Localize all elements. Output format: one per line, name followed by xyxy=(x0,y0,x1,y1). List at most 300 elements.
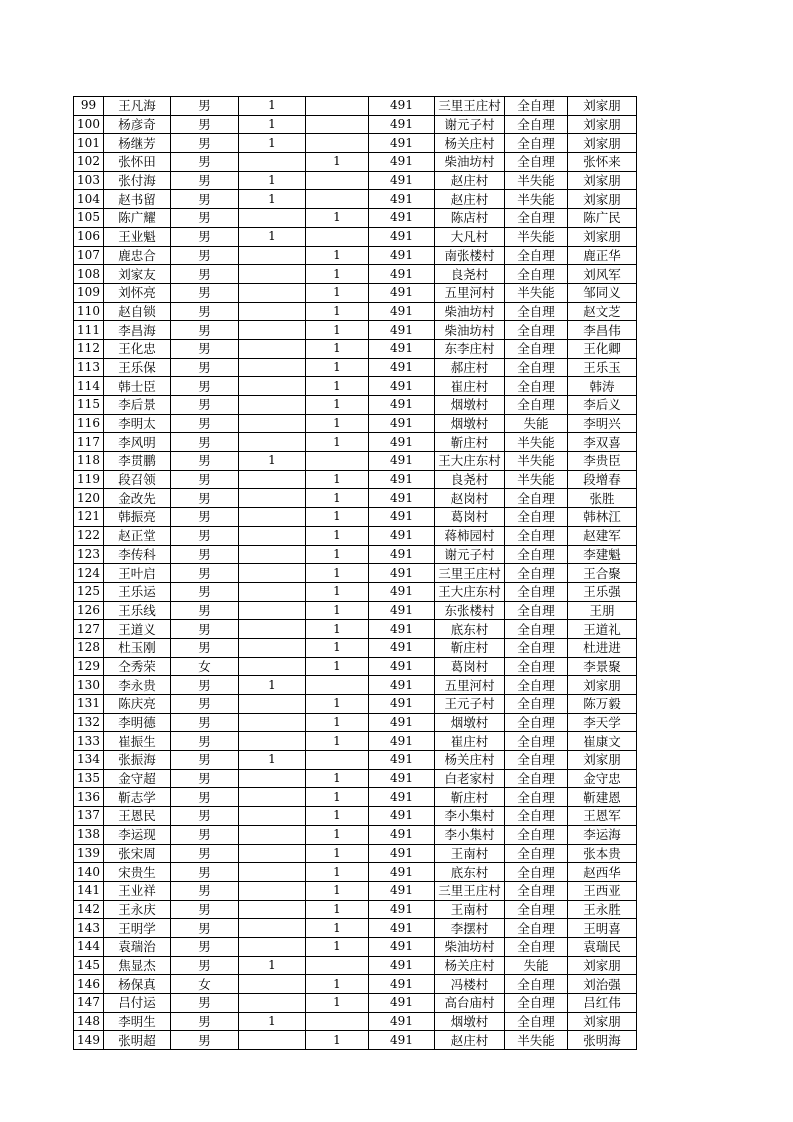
payee-cell: 鹿正华 xyxy=(568,246,637,265)
row-number: 135 xyxy=(74,769,104,788)
count-col-1 xyxy=(239,526,306,545)
count-col-2: 1 xyxy=(306,545,369,564)
care-status-cell: 半失能 xyxy=(505,283,568,302)
amount-cell: 491 xyxy=(369,246,435,265)
row-number: 104 xyxy=(74,190,104,209)
row-number: 134 xyxy=(74,751,104,770)
village-cell: 三里王庄村 xyxy=(435,97,505,116)
person-name: 张付海 xyxy=(104,171,171,190)
table-row xyxy=(74,414,637,433)
care-status-cell: 全自理 xyxy=(505,788,568,807)
count-col-2: 1 xyxy=(306,582,369,601)
village-cell: 良尧村 xyxy=(435,265,505,284)
row-number: 149 xyxy=(74,1031,104,1050)
amount-cell: 491 xyxy=(369,1012,435,1031)
count-col-2: 1 xyxy=(306,601,369,620)
village-cell: 王大庄东村 xyxy=(435,452,505,471)
care-status-cell: 全自理 xyxy=(505,508,568,527)
payee-cell: 刘家朋 xyxy=(568,134,637,153)
row-number: 131 xyxy=(74,695,104,714)
amount-cell: 491 xyxy=(369,919,435,938)
amount-cell: 491 xyxy=(369,283,435,302)
care-status-cell: 半失能 xyxy=(505,171,568,190)
person-name: 陈庆亮 xyxy=(104,695,171,714)
amount-cell: 491 xyxy=(369,881,435,900)
count-col-2 xyxy=(306,956,369,975)
person-name: 张振海 xyxy=(104,751,171,770)
payee-cell: 李建魁 xyxy=(568,545,637,564)
village-cell: 良尧村 xyxy=(435,470,505,489)
count-col-1 xyxy=(239,863,306,882)
person-name: 金改先 xyxy=(104,489,171,508)
payee-cell: 李运海 xyxy=(568,825,637,844)
row-number: 141 xyxy=(74,881,104,900)
payee-cell: 杜进进 xyxy=(568,638,637,657)
payee-cell: 王合聚 xyxy=(568,564,637,583)
count-col-2 xyxy=(306,227,369,246)
payee-cell: 刘治强 xyxy=(568,975,637,994)
gender-cell: 男 xyxy=(171,171,239,190)
row-number: 113 xyxy=(74,358,104,377)
village-cell: 郝庄村 xyxy=(435,358,505,377)
row-number: 103 xyxy=(74,171,104,190)
care-status-cell: 全自理 xyxy=(505,937,568,956)
row-number: 143 xyxy=(74,919,104,938)
count-col-1 xyxy=(239,695,306,714)
gender-cell: 男 xyxy=(171,433,239,452)
village-cell: 李小集村 xyxy=(435,807,505,826)
amount-cell: 491 xyxy=(369,657,435,676)
row-number: 136 xyxy=(74,788,104,807)
gender-cell: 男 xyxy=(171,452,239,471)
village-cell: 三里王庄村 xyxy=(435,564,505,583)
payee-cell: 王永胜 xyxy=(568,900,637,919)
payee-cell: 李贵臣 xyxy=(568,452,637,471)
person-name: 杨保真 xyxy=(104,975,171,994)
table-row xyxy=(74,452,637,471)
village-cell: 崔庄村 xyxy=(435,732,505,751)
count-col-2: 1 xyxy=(306,564,369,583)
table-row xyxy=(74,881,637,900)
count-col-2: 1 xyxy=(306,377,369,396)
count-col-2 xyxy=(306,190,369,209)
table-row xyxy=(74,358,637,377)
payee-cell: 赵建军 xyxy=(568,526,637,545)
person-name: 杜玉刚 xyxy=(104,638,171,657)
count-col-1 xyxy=(239,937,306,956)
payee-cell: 张胜 xyxy=(568,489,637,508)
person-name: 刘家友 xyxy=(104,265,171,284)
count-col-1 xyxy=(239,582,306,601)
amount-cell: 491 xyxy=(369,1031,435,1050)
village-cell: 白老家村 xyxy=(435,769,505,788)
payee-cell: 李昌伟 xyxy=(568,321,637,340)
person-name: 陈广耀 xyxy=(104,209,171,228)
row-number: 147 xyxy=(74,994,104,1013)
person-name: 赵正堂 xyxy=(104,526,171,545)
village-cell: 赵庄村 xyxy=(435,171,505,190)
table-row xyxy=(74,470,637,489)
row-number: 137 xyxy=(74,807,104,826)
payee-cell: 李天学 xyxy=(568,713,637,732)
payee-cell: 刘家朋 xyxy=(568,190,637,209)
person-name: 张怀田 xyxy=(104,153,171,172)
roster-table xyxy=(73,96,637,1050)
count-col-2 xyxy=(306,115,369,134)
care-status-cell: 全自理 xyxy=(505,246,568,265)
care-status-cell: 全自理 xyxy=(505,209,568,228)
table-row xyxy=(74,713,637,732)
village-cell: 赵岗村 xyxy=(435,489,505,508)
row-number: 123 xyxy=(74,545,104,564)
amount-cell: 491 xyxy=(369,638,435,657)
gender-cell: 男 xyxy=(171,508,239,527)
amount-cell: 491 xyxy=(369,265,435,284)
row-number: 109 xyxy=(74,283,104,302)
care-status-cell: 全自理 xyxy=(505,582,568,601)
village-cell: 王南村 xyxy=(435,900,505,919)
count-col-2: 1 xyxy=(306,265,369,284)
count-col-1 xyxy=(239,807,306,826)
table-row xyxy=(74,1012,637,1031)
count-col-1 xyxy=(239,489,306,508)
table-row xyxy=(74,695,637,714)
payee-cell: 刘家朋 xyxy=(568,956,637,975)
village-cell: 烟墩村 xyxy=(435,713,505,732)
row-number: 101 xyxy=(74,134,104,153)
amount-cell: 491 xyxy=(369,171,435,190)
count-col-2: 1 xyxy=(306,489,369,508)
count-col-1 xyxy=(239,153,306,172)
amount-cell: 491 xyxy=(369,713,435,732)
amount-cell: 491 xyxy=(369,470,435,489)
amount-cell: 491 xyxy=(369,769,435,788)
count-col-1: 1 xyxy=(239,227,306,246)
person-name: 吕付运 xyxy=(104,994,171,1013)
village-cell: 烟墩村 xyxy=(435,1012,505,1031)
table-row xyxy=(74,433,637,452)
village-cell: 五里河村 xyxy=(435,676,505,695)
table-row xyxy=(74,1031,637,1050)
count-col-2: 1 xyxy=(306,788,369,807)
gender-cell: 男 xyxy=(171,582,239,601)
row-number: 138 xyxy=(74,825,104,844)
gender-cell: 男 xyxy=(171,358,239,377)
village-cell: 杨关庄村 xyxy=(435,956,505,975)
amount-cell: 491 xyxy=(369,695,435,714)
amount-cell: 491 xyxy=(369,209,435,228)
payee-cell: 王明喜 xyxy=(568,919,637,938)
gender-cell: 男 xyxy=(171,638,239,657)
table-row xyxy=(74,377,637,396)
person-name: 李永贵 xyxy=(104,676,171,695)
payee-cell: 崔康文 xyxy=(568,732,637,751)
gender-cell: 男 xyxy=(171,919,239,938)
person-name: 崔振生 xyxy=(104,732,171,751)
amount-cell: 491 xyxy=(369,452,435,471)
gender-cell: 男 xyxy=(171,695,239,714)
row-number: 133 xyxy=(74,732,104,751)
care-status-cell: 半失能 xyxy=(505,433,568,452)
care-status-cell: 全自理 xyxy=(505,564,568,583)
count-col-1 xyxy=(239,508,306,527)
count-col-2: 1 xyxy=(306,339,369,358)
row-number: 118 xyxy=(74,452,104,471)
village-cell: 谢元子村 xyxy=(435,545,505,564)
care-status-cell: 半失能 xyxy=(505,1031,568,1050)
row-number: 122 xyxy=(74,526,104,545)
count-col-1 xyxy=(239,769,306,788)
count-col-2: 1 xyxy=(306,638,369,657)
count-col-1 xyxy=(239,638,306,657)
row-number: 121 xyxy=(74,508,104,527)
amount-cell: 491 xyxy=(369,526,435,545)
payee-cell: 陈万毅 xyxy=(568,695,637,714)
care-status-cell: 半失能 xyxy=(505,470,568,489)
gender-cell: 男 xyxy=(171,227,239,246)
count-col-2: 1 xyxy=(306,657,369,676)
count-col-1 xyxy=(239,881,306,900)
care-status-cell: 全自理 xyxy=(505,396,568,415)
count-col-2: 1 xyxy=(306,620,369,639)
amount-cell: 491 xyxy=(369,900,435,919)
care-status-cell: 半失能 xyxy=(505,452,568,471)
person-name: 刘怀亮 xyxy=(104,283,171,302)
count-col-2: 1 xyxy=(306,321,369,340)
payee-cell: 王乐玉 xyxy=(568,358,637,377)
count-col-1 xyxy=(239,396,306,415)
amount-cell: 491 xyxy=(369,620,435,639)
payee-cell: 王化卿 xyxy=(568,339,637,358)
village-cell: 冯楼村 xyxy=(435,975,505,994)
care-status-cell: 全自理 xyxy=(505,881,568,900)
table-row xyxy=(74,339,637,358)
care-status-cell: 全自理 xyxy=(505,339,568,358)
village-cell: 东李庄村 xyxy=(435,339,505,358)
count-col-2: 1 xyxy=(306,994,369,1013)
village-cell: 高台庙村 xyxy=(435,994,505,1013)
care-status-cell: 半失能 xyxy=(505,227,568,246)
gender-cell: 男 xyxy=(171,732,239,751)
gender-cell: 男 xyxy=(171,713,239,732)
village-cell: 杨关庄村 xyxy=(435,751,505,770)
gender-cell: 男 xyxy=(171,863,239,882)
village-cell: 底东村 xyxy=(435,863,505,882)
village-cell: 王大庄东村 xyxy=(435,582,505,601)
payee-cell: 李双喜 xyxy=(568,433,637,452)
person-name: 袁瑞治 xyxy=(104,937,171,956)
payee-cell: 刘家朋 xyxy=(568,751,637,770)
care-status-cell: 全自理 xyxy=(505,807,568,826)
count-col-2 xyxy=(306,134,369,153)
village-cell: 南张楼村 xyxy=(435,246,505,265)
payee-cell: 刘风军 xyxy=(568,265,637,284)
count-col-1: 1 xyxy=(239,134,306,153)
count-col-1 xyxy=(239,919,306,938)
care-status-cell: 全自理 xyxy=(505,695,568,714)
gender-cell: 男 xyxy=(171,751,239,770)
gender-cell: 男 xyxy=(171,209,239,228)
row-number: 125 xyxy=(74,582,104,601)
gender-cell: 男 xyxy=(171,134,239,153)
amount-cell: 491 xyxy=(369,751,435,770)
village-cell: 烟墩村 xyxy=(435,414,505,433)
person-name: 靳志学 xyxy=(104,788,171,807)
count-col-1 xyxy=(239,844,306,863)
gender-cell: 男 xyxy=(171,1012,239,1031)
care-status-cell: 全自理 xyxy=(505,545,568,564)
row-number: 100 xyxy=(74,115,104,134)
count-col-2: 1 xyxy=(306,732,369,751)
count-col-2: 1 xyxy=(306,470,369,489)
table-row xyxy=(74,844,637,863)
count-col-1 xyxy=(239,564,306,583)
count-col-1: 1 xyxy=(239,956,306,975)
payee-cell: 王朋 xyxy=(568,601,637,620)
count-col-2: 1 xyxy=(306,526,369,545)
count-col-2 xyxy=(306,171,369,190)
village-cell: 杨关庄村 xyxy=(435,134,505,153)
count-col-1 xyxy=(239,265,306,284)
amount-cell: 491 xyxy=(369,732,435,751)
count-col-1 xyxy=(239,246,306,265)
count-col-2: 1 xyxy=(306,246,369,265)
table-row xyxy=(74,321,637,340)
person-name: 王明学 xyxy=(104,919,171,938)
row-number: 144 xyxy=(74,937,104,956)
amount-cell: 491 xyxy=(369,489,435,508)
care-status-cell: 全自理 xyxy=(505,863,568,882)
table-row xyxy=(74,769,637,788)
village-cell: 靳庄村 xyxy=(435,638,505,657)
gender-cell: 男 xyxy=(171,153,239,172)
payee-cell: 刘家朋 xyxy=(568,171,637,190)
count-col-1 xyxy=(239,900,306,919)
person-name: 李后景 xyxy=(104,396,171,415)
count-col-2 xyxy=(306,97,369,116)
amount-cell: 491 xyxy=(369,676,435,695)
care-status-cell: 全自理 xyxy=(505,526,568,545)
payee-cell: 赵西华 xyxy=(568,863,637,882)
person-name: 鹿忠合 xyxy=(104,246,171,265)
payee-cell: 吕红伟 xyxy=(568,994,637,1013)
amount-cell: 491 xyxy=(369,508,435,527)
gender-cell: 男 xyxy=(171,825,239,844)
amount-cell: 491 xyxy=(369,564,435,583)
table-row xyxy=(74,601,637,620)
person-name: 张明超 xyxy=(104,1031,171,1050)
row-number: 117 xyxy=(74,433,104,452)
table-row xyxy=(74,171,637,190)
row-number: 146 xyxy=(74,975,104,994)
gender-cell: 男 xyxy=(171,564,239,583)
village-cell: 葛岗村 xyxy=(435,508,505,527)
count-col-2: 1 xyxy=(306,433,369,452)
amount-cell: 491 xyxy=(369,975,435,994)
gender-cell: 男 xyxy=(171,470,239,489)
gender-cell: 男 xyxy=(171,246,239,265)
count-col-1 xyxy=(239,825,306,844)
care-status-cell: 全自理 xyxy=(505,1012,568,1031)
gender-cell: 男 xyxy=(171,526,239,545)
table-row xyxy=(74,153,637,172)
payee-cell: 金守忠 xyxy=(568,769,637,788)
row-number: 139 xyxy=(74,844,104,863)
care-status-cell: 全自理 xyxy=(505,321,568,340)
gender-cell: 男 xyxy=(171,97,239,116)
count-col-1 xyxy=(239,732,306,751)
table-row xyxy=(74,115,637,134)
amount-cell: 491 xyxy=(369,601,435,620)
village-cell: 赵庄村 xyxy=(435,1031,505,1050)
count-col-2: 1 xyxy=(306,844,369,863)
amount-cell: 491 xyxy=(369,807,435,826)
table-row xyxy=(74,994,637,1013)
payee-cell: 邹同义 xyxy=(568,283,637,302)
amount-cell: 491 xyxy=(369,358,435,377)
count-col-1 xyxy=(239,283,306,302)
count-col-1 xyxy=(239,414,306,433)
count-col-1 xyxy=(239,302,306,321)
table-row xyxy=(74,751,637,770)
payee-cell: 刘家朋 xyxy=(568,676,637,695)
person-name: 王恩民 xyxy=(104,807,171,826)
amount-cell: 491 xyxy=(369,433,435,452)
count-col-2: 1 xyxy=(306,1031,369,1050)
village-cell: 五里河村 xyxy=(435,283,505,302)
payee-cell: 王乐强 xyxy=(568,582,637,601)
gender-cell: 男 xyxy=(171,489,239,508)
care-status-cell: 失能 xyxy=(505,956,568,975)
gender-cell: 男 xyxy=(171,769,239,788)
gender-cell: 男 xyxy=(171,302,239,321)
person-name: 李运现 xyxy=(104,825,171,844)
village-cell: 李摆村 xyxy=(435,919,505,938)
person-name: 李明德 xyxy=(104,713,171,732)
payee-cell: 韩涛 xyxy=(568,377,637,396)
row-number: 115 xyxy=(74,396,104,415)
gender-cell: 男 xyxy=(171,321,239,340)
count-col-2: 1 xyxy=(306,769,369,788)
table-row xyxy=(74,825,637,844)
count-col-1 xyxy=(239,788,306,807)
table-row xyxy=(74,582,637,601)
payee-cell: 王西亚 xyxy=(568,881,637,900)
row-number: 102 xyxy=(74,153,104,172)
gender-cell: 男 xyxy=(171,1031,239,1050)
gender-cell: 男 xyxy=(171,620,239,639)
table-row xyxy=(74,788,637,807)
amount-cell: 491 xyxy=(369,227,435,246)
payee-cell: 刘家朋 xyxy=(568,1012,637,1031)
care-status-cell: 全自理 xyxy=(505,377,568,396)
village-cell: 柴油坊村 xyxy=(435,302,505,321)
count-col-2: 1 xyxy=(306,900,369,919)
person-name: 李明生 xyxy=(104,1012,171,1031)
care-status-cell: 全自理 xyxy=(505,825,568,844)
row-number: 148 xyxy=(74,1012,104,1031)
table-row xyxy=(74,265,637,284)
gender-cell: 男 xyxy=(171,339,239,358)
amount-cell: 491 xyxy=(369,844,435,863)
row-number: 112 xyxy=(74,339,104,358)
table-row xyxy=(74,732,637,751)
payee-cell: 赵文芝 xyxy=(568,302,637,321)
amount-cell: 491 xyxy=(369,115,435,134)
table-row xyxy=(74,508,637,527)
person-name: 仝秀荣 xyxy=(104,657,171,676)
person-name: 王业魁 xyxy=(104,227,171,246)
